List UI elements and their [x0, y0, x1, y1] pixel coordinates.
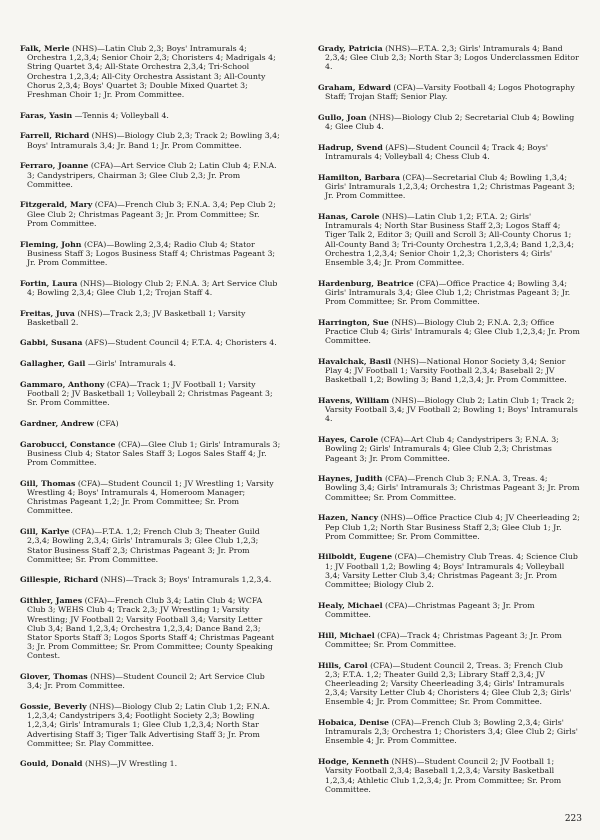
student-activities: (NHS)—Track 2,3; JV Basketball 1; Varsity Basketball 2. — [27, 308, 246, 327]
student-entry — [20, 111, 282, 120]
student-activities: (NHS)—National Honor Society 3,4; Senior Play 4; JV Football 1; Varsity Football 2,3,4; Baseball 2; JV Basketball 1,2; Bowling 3; Band 1,2,3,4; Jr. Prom Committee. — [325, 356, 567, 385]
student-name: Ferraro, Joanne — [20, 161, 89, 171]
student-entry — [318, 318, 580, 346]
student-entry — [318, 435, 580, 463]
student-entry — [318, 44, 580, 72]
student-name: Fitzgerald, Mary — [20, 200, 93, 210]
student-activities: (NHS)—Office Practice Club 4; JV Cheerleading 2; Pep Club 1,2; North Star Business Staff 2,3; Glee Club 1; Jr. Prom Committee; Sr. Prom Committee. — [325, 513, 580, 541]
student-entry — [20, 131, 282, 149]
student-name: Gullo, Joan — [318, 113, 367, 123]
student-name: Farrell, Richard — [20, 131, 90, 141]
student-activities: (CFA)—Chemistry Club Treas. 4; Science Club 1; JV Football 1,2; Bowling 4; Boys' Intramurals 4; Volleyball 3,4; Varsity Letter Club 3,4; Christmas Pageant 3; Jr. Prom Committee; Biology Club 2. — [325, 552, 578, 590]
page-number: 223 — [564, 814, 582, 824]
student-name: Gillespie, Richard — [20, 575, 99, 585]
student-entry — [20, 759, 282, 768]
student-entry — [318, 757, 580, 794]
student-activities: (CFA)—Varsity Football 4; Logos Photography Staff; Trojan Staff; Senior Play. — [325, 83, 575, 102]
student-name: Fortin, Laura — [20, 278, 78, 288]
student-entry — [318, 513, 580, 541]
student-name: Gabbi, Susana — [20, 338, 83, 348]
student-activities: (NHS)—Biology Club 2; F.N.A. 2,3; Office Practice Club 4; Girls' Intramurals 4; Glee Club 1,2,3,4; Jr. Prom Committee. — [325, 317, 580, 346]
student-activities: (CFA)—Office Practice 4; Bowling 3,4; Girls' Intramurals 3,4; Glee Club 1,2; Christmas Pageant 3; Jr. Prom Committee; Sr. Prom Committee. — [325, 278, 571, 307]
student-activities: (NHS)—Biology Club 2; Latin Club 1; Track 2; Varsity Football 3,4; JV Football 2; Bowling 1; Boys' Intramurals 4. — [325, 395, 578, 424]
student-activities: (CFA)—Glee Club 1; Girls' Intramurals 3; Business Club 4; Stator Sales Staff 3; Logos Sales Staff 4; Jr. Prom Committee. — [27, 439, 281, 468]
student-entry — [318, 113, 580, 131]
student-entry — [20, 200, 282, 228]
student-entry — [318, 83, 580, 101]
student-entry — [20, 161, 282, 189]
student-name: Hayes, Carole — [318, 435, 379, 445]
student-activities: (CFA)—French Club 3; F.N.A. 3,4; Pep Club 2; Glee Club 2; Christmas Pageant 3; Jr. Prom Committee; Sr. Prom Committee. — [27, 200, 276, 228]
student-name: Faras, Yasin — [20, 110, 73, 120]
student-activities: (CFA)—Secretarial Club 4; Bowling 1,3,4; Girls' Intramurals 1,2,3,4; Orchestra 1,2; Christmas Pageant 3; Jr. Prom Committee. — [325, 172, 575, 201]
student-entry — [20, 702, 282, 748]
student-activities: (NHS)—Biology Club 2; F.N.A. 3; Art Service Club 4; Bowling 2,3,4; Glee Club 1,2; Trojan Staff 4. — [27, 278, 278, 297]
student-name: Grady, Patricia — [318, 44, 383, 53]
student-entry — [20, 279, 282, 297]
student-activities: (NHS)—Student Council 2; JV Football 1; Varsity Football 2,3,4; Baseball 1,2,3,4; Varsity Basketball 1,2,3,4; Athletic Club 1,2,3,4; Jr. Prom Committee; Sr. Prom Committee. — [325, 757, 562, 794]
student-activities: (NHS)—Biology Club 2; Secretarial Club 4; Bowling 4; Glee Club 4. — [325, 113, 575, 132]
student-name: Gardner, Andrew — [20, 418, 94, 428]
student-entry — [20, 240, 282, 268]
student-activities: (NHS)—F.T.A. 2,3; Girls' Intramurals 4; Band 2,3,4; Glee Club 2,3; North Star 3; Logos Underclassmen Editor 4. — [325, 44, 579, 72]
student-name: Githler, James — [20, 596, 83, 606]
student-name: Gould, Donald — [20, 759, 83, 769]
student-name: Glover, Thomas — [20, 672, 88, 682]
student-activities: —Girls' Intramurals 4. — [87, 359, 177, 369]
student-name: Freitas, Juva — [20, 308, 75, 318]
student-activities: (CFA)—Christmas Pageant 3; Jr. Prom Committee. — [325, 600, 535, 619]
student-name: Hodge, Kenneth — [318, 757, 389, 767]
student-name: Gallagher, Gail — [20, 359, 86, 369]
student-name: Hill, Michael — [318, 630, 375, 640]
student-activities: (CFA)—French Club 3; F.N.A. 3, Treas. 4; Bowling 3,4; Girls' Intramurals 3; Christmas Pageant 3; Jr. Prom Committee; Sr. Prom Committee. — [325, 474, 580, 502]
student-name: Gill, Karlye — [20, 527, 70, 537]
student-entry — [20, 359, 282, 368]
student-entry — [20, 44, 282, 99]
student-entry — [318, 474, 580, 502]
student-entry — [20, 309, 282, 327]
student-name: Gammaro, Anthony — [20, 379, 105, 389]
student-activities: (NHS)—Biology Club 2; Latin Club 1,2; F.N.A. 1,2,3,4; Candystripers 3,4; Footlight Society 2,3; Bowling 1,2,3,4; Girls' Intramurals 1; Glee Club 1,2,3,4; North Star Advertising Staff 3; Tiger Talk Advertising Staff 3; Jr. Prom Committee; Sr. Play Committee. — [27, 701, 270, 748]
student-entry — [318, 279, 580, 307]
student-activities: (CFA) — [96, 418, 119, 428]
student-activities: (NHS)—Latin Club 1,2; F.T.A. 2; Girls' Intramurals 4; North Star Business Staff 2,3; Logos Staff 4; Tiger Talk 2, Editor 3; Quill and Scroll 3; All-County Chorus 1; All-County Band 3; Tri-County Orchestra 1,2,3,4; Band 1,2,3,4; Orchestra 1,2,3,4; Senior Choir 1,2,3; Choristers 4; Girls' Ensemble 3,4; Jr. Prom Committee. — [325, 211, 574, 267]
student-activities: (CFA)—Art Service Club 2; Latin Club 4; F.N.A. 3; Candystripers, Chairman 3; Glee Club 2,3; Jr. Prom Committee. — [27, 161, 277, 189]
student-activities: (NHS)—Student Council 2; Art Service Club 3,4; Jr. Prom Committee. — [27, 672, 265, 691]
student-activities: (CFA)—Bowling 2,3,4; Radio Club 4; Stator Business Staff 3; Logos Business Staff 4; Christmas Pageant 3; Jr. Prom Committee. — [27, 239, 276, 267]
student-name: Haynes, Judith — [318, 474, 383, 484]
student-activities: (CFA)—Art Club 4; Candystripers 3; F.N.A. 3; Bowling 2; Girls' Intramurals 4; Glee Club 2,3; Christmas Pageant 3; Jr. Prom Committee. — [325, 435, 559, 463]
student-activities: —Tennis 4; Volleyball 4. — [74, 110, 169, 120]
student-entry — [20, 672, 282, 690]
student-name: Hilboldt, Eugene — [318, 552, 393, 562]
student-activities: (CFA)—French Club 3,4; Latin Club 4; WCFA Club 3; WEHS Club 4; Track 2,3; JV Wrestling 1; Varsity Wrestling; JV Football 2; Varsity Football 3,4; Varsity Letter Club 3,4; Band 1,2,3,4; Orchestra 1,2,3,4; Dance Band 2,3; Stator Sports Staff 3; Logos Sports Staff 4; Christmas Pageant 3; Jr. Prom Committee; Sr. Prom Committee; County Speaking Contest. — [27, 596, 275, 661]
student-name: Hanas, Carole — [318, 211, 380, 221]
student-entry — [318, 212, 580, 267]
student-entry — [318, 357, 580, 385]
student-activities: (NHS)—Latin Club 2,3; Boys' Intramurals 4; Orchestra 1,2,3,4; Senior Choir 2,3; Choristers 4; Madrigals 4; String Quartet 3,4; All-State Orchestra 2,3,4; Tri-School Orchestra 1,2,3,4; All-City Orchestra Assistant 3; All-County Chorus 2,3,4; Boys' Quartet 3; Double Mixed Quartet 3; Freshman Choir 1; Jr. Prom Committee. — [27, 44, 276, 100]
student-activities: (AFS)—Student Council 4; Track 4; Boys' Intramurals 4; Volleyball 4; Chess Club 4. — [325, 142, 549, 162]
student-activities: (NHS)—JV Wrestling 1. — [84, 759, 178, 769]
student-entry — [20, 596, 282, 660]
student-name: Havalchak, Basil — [318, 356, 392, 366]
student-activities: (CFA)—Track 4; Christmas Pageant 3; Jr. Prom Committee; Sr. Prom Committee. — [325, 630, 562, 649]
student-name: Hobaica, Denise — [318, 718, 389, 728]
student-activities: (CFA)—Student Council 2, Treas. 3; French Club 2,3; F.T.A. 1,2; Theater Guild 2,3; Library Staff 2,3,4; JV Cheerleading 2; Varsity Cheerleading 3,4; Girls' Intramurals 2,3,4; Varsity Letter Club 4; Choristers 4; Glee Club 2,3; Girls' Ensemble 4; Jr. Prom Committee; Sr. Prom Committee. — [325, 660, 572, 707]
student-entry — [20, 380, 282, 408]
student-name: Gossie, Beverly — [20, 701, 87, 711]
student-activities: (CFA)—French Club 3; Bowling 2,3,4; Girls' Intramurals 2,3; Orchestra 1; Choristers 3,4; Glee Club 2; Girls' Ensemble 4; Jr. Prom Committee. — [325, 718, 578, 746]
student-activities: (CFA)—Student Council 1; JV Wrestling 1; Varsity Wrestling 4; Boys' Intramurals 4, Homeroom Manager; Christmas Pageant 1,2; Jr. Prom Committee; Sr. Prom Committee. — [27, 478, 274, 516]
student-entry — [318, 601, 580, 619]
student-entry — [20, 338, 282, 347]
student-entry — [20, 419, 282, 428]
left-column — [20, 44, 282, 780]
student-entry — [318, 661, 580, 707]
student-entry — [318, 631, 580, 649]
right-column — [318, 44, 580, 805]
student-activities: (NHS)—Track 3; Boys' Intramurals 1,2,3,4. — [100, 575, 272, 585]
student-name: Hazen, Nancy — [318, 513, 379, 523]
student-name: Havens, William — [318, 395, 390, 405]
student-entry — [20, 575, 282, 584]
student-entry — [20, 440, 282, 468]
student-activities: (CFA)—Track 1; JV Football 1; Varsity Football 2; JV Basketball 1; Volleyball 2; Christmas Pageant 3; Sr. Prom Committee. — [27, 379, 273, 408]
student-entry — [318, 173, 580, 201]
student-entry — [318, 143, 580, 161]
student-name: Hadrup, Svend — [318, 142, 383, 152]
student-name: Graham, Edward — [318, 83, 391, 93]
student-name: Healy, Michael — [318, 600, 383, 610]
student-name: Gill, Thomas — [20, 478, 76, 488]
student-name: Hills, Carol — [318, 660, 368, 670]
student-activities: (CFA)—F.T.A. 1,2; French Club 3; Theater Guild 2,3,4; Bowling 2,3,4; Girls' Intramurals 3; Glee Club 1,2,3; Stator Business Staff 2,3; Christmas Pageant 3; Jr. Prom Committee; Sr. Prom Committee. — [27, 527, 260, 564]
student-entry — [318, 552, 580, 589]
student-name: Fleming, John — [20, 239, 82, 249]
student-entry — [318, 396, 580, 424]
student-name: Hamilton, Barbara — [318, 172, 400, 182]
student-name: Garobucci, Constance — [20, 439, 116, 449]
student-name: Harrington, Sue — [318, 317, 389, 327]
student-name: Hardenburg, Beatrice — [318, 278, 414, 288]
student-entry — [20, 479, 282, 516]
student-activities: (AFS)—Student Council 4; F.T.A. 4; Choristers 4. — [84, 338, 277, 348]
student-entry — [20, 527, 282, 564]
student-entry — [318, 718, 580, 746]
student-activities: (NHS)—Biology Club 2,3; Track 2; Bowling 3,4; Boys' Intramurals 3,4; Jr. Band 1; Jr. Prom Committee. — [27, 131, 280, 150]
student-name: Falk, Merle — [20, 44, 70, 53]
